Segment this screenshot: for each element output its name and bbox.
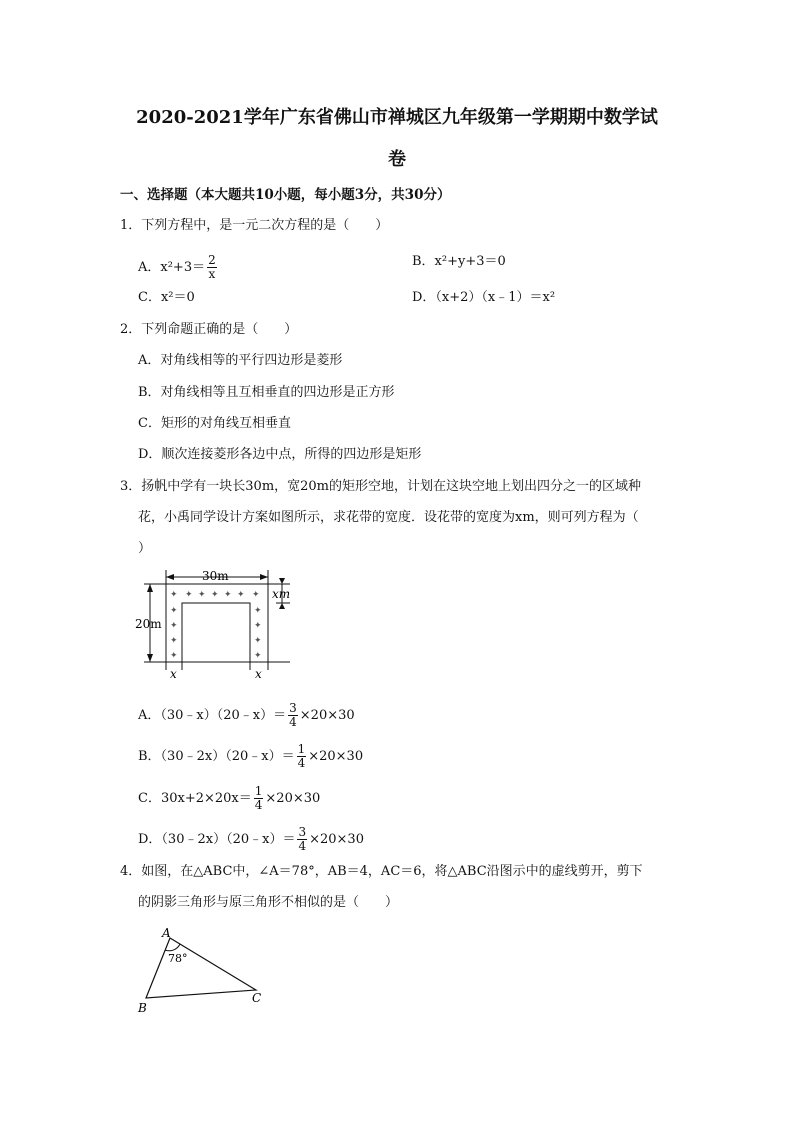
q3-stem-line2: 花，小禹同学设计方案如图所示，求花带的宽度．设花带的宽度为xm，则可列方程为（ [138, 510, 639, 525]
vertex-b-label: B [138, 1001, 147, 1015]
fig-x-left: x [170, 667, 177, 681]
q2-stem: 2．下列命题正确的是（ ） [120, 322, 298, 337]
q1-option-c: C．x²＝0 [138, 290, 195, 305]
fig-x-right: x [255, 667, 262, 681]
page-title: 2020-2021学年广东省佛山市禅城区九年级第一学期期中数学试 [136, 107, 658, 128]
svg-text:✦: ✦ [254, 636, 262, 646]
svg-text:✦: ✦ [224, 590, 232, 600]
svg-text:✦: ✦ [170, 651, 178, 661]
q4-stem-line1: 4．如图，在△ABC中，∠A＝78°，AB＝4，AC＝6，将△ABC沿图示中的虚线剪开，剪下 [120, 864, 643, 879]
vertex-a-label: A [162, 926, 171, 940]
q3-option-a: A．（30﹣x）（20﹣x）＝ $\frac{3}{4}$ ×20×30 [138, 701, 355, 729]
page-title-cont: 卷 [388, 149, 406, 170]
svg-text:✦: ✦ [237, 590, 245, 600]
flower-marks [170, 590, 262, 661]
fig-20m-label: 20m [135, 617, 162, 631]
q1-option-a: A．x²+3＝ $\frac{2}{x}$ [138, 253, 216, 281]
svg-text:✦: ✦ [185, 590, 193, 600]
q4-triangle-figure [130, 920, 280, 1020]
fraction: $\frac{2}{x}$ [208, 253, 216, 281]
section-heading: 一、选择题（本大题共10小题，每小题3分，共30分） [120, 187, 451, 203]
q3-option-c: C．30x+2×20x＝ $\frac{1}{4}$ ×20×30 [138, 784, 321, 812]
q1-option-b: B．x²+y+3＝0 [412, 254, 506, 269]
q3-option-d: D．（30﹣2x）（20﹣x）＝ $\frac{3}{4}$ ×20×30 [138, 825, 364, 853]
svg-text:✦: ✦ [170, 621, 178, 631]
svg-text:✦: ✦ [254, 651, 262, 661]
q4-stem-line2: 的阴影三角形与原三角形不相似的是（ ） [138, 895, 399, 910]
svg-text:✦: ✦ [254, 606, 262, 616]
svg-text:✦: ✦ [252, 590, 260, 600]
svg-text:✦: ✦ [170, 636, 178, 646]
q2-option-a: A．对角线相等的平行四边形是菱形 [138, 353, 343, 368]
svg-text:✦: ✦ [170, 590, 178, 600]
q1-option-d: D．（x+2）（x﹣1）＝x² [412, 290, 556, 305]
q1-stem: 1．下列方程中，是一元二次方程的是（ ） [120, 218, 389, 233]
svg-text:✦: ✦ [254, 621, 262, 631]
fig-xm-label: xm [272, 587, 291, 601]
q3-stem-line3: ） [138, 541, 152, 556]
q3-figure [130, 566, 300, 684]
q2-option-c: C．矩形的对角线互相垂直 [138, 416, 291, 431]
q3-option-b: B．（30﹣2x）（20﹣x）＝ $\frac{1}{4}$ ×20×30 [138, 742, 364, 770]
svg-text:✦: ✦ [211, 590, 219, 600]
angle-label: 78° [168, 952, 188, 965]
q3-stem-line1: 3．扬帆中学有一块长30m，宽20m的矩形空地，计划在这块空地上划出四分之一的区域种 [120, 479, 642, 494]
svg-text:✦: ✦ [198, 590, 206, 600]
vertex-c-label: C [252, 991, 262, 1005]
svg-text:✦: ✦ [170, 606, 178, 616]
fig-30m-label: 30m [202, 569, 229, 583]
q2-option-b: B．对角线相等且互相垂直的四边形是正方形 [138, 385, 395, 400]
q2-option-d: D．顺次连接菱形各边中点，所得的四边形是矩形 [138, 447, 422, 462]
